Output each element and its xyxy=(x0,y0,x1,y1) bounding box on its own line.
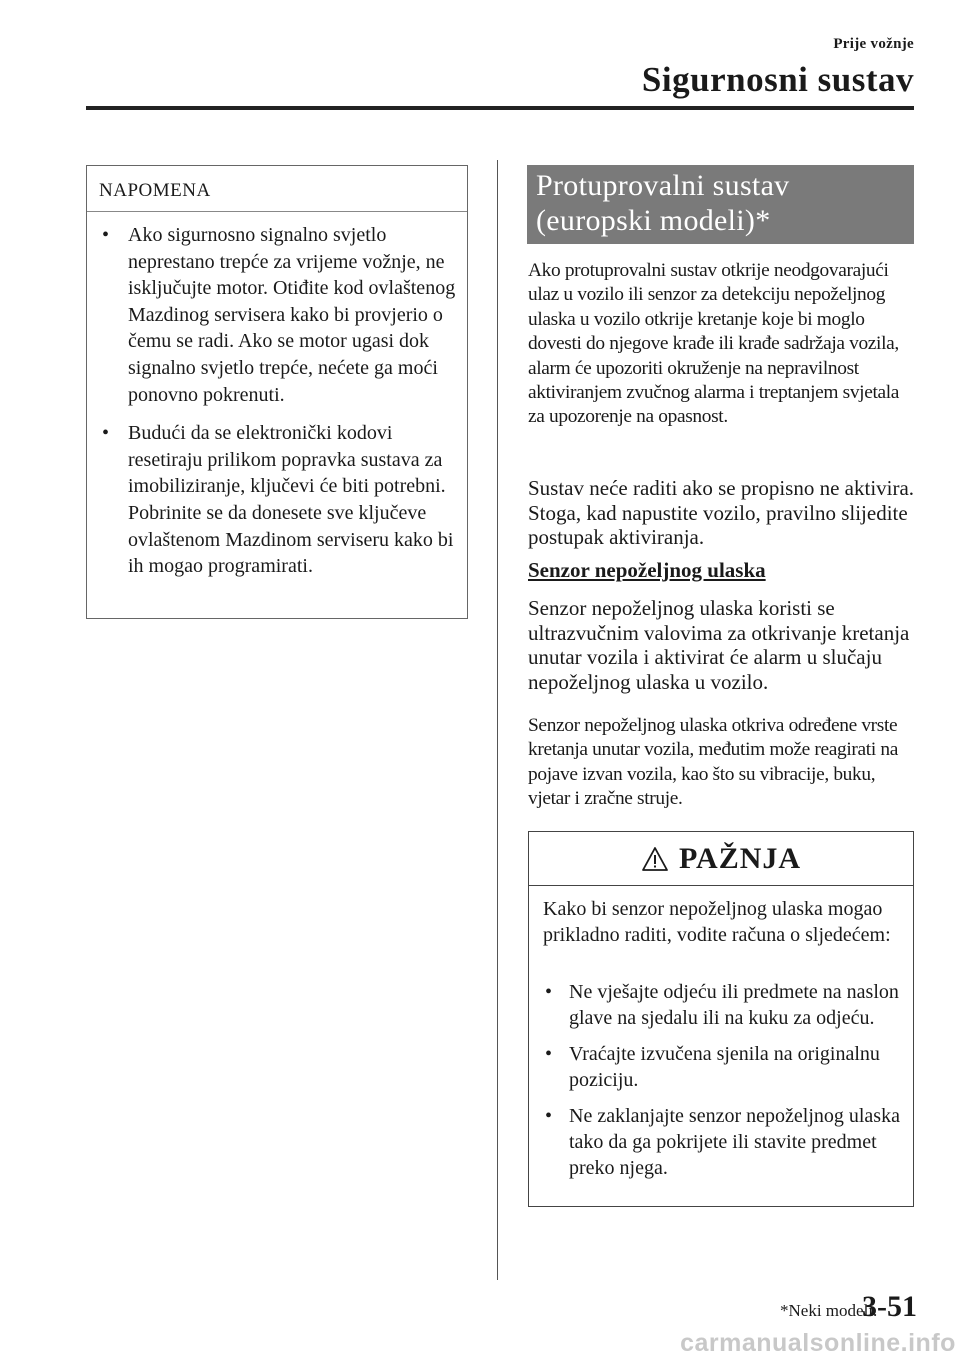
operation-paragraph: Sustav neće raditi ako se propisno ne aktivira. Stoga, kad napustite vozilo, pravilno slijedite postupak aktiviranja. xyxy=(528,476,915,549)
caution-box xyxy=(528,831,914,1207)
footer-note: *Neki modeli. xyxy=(780,1301,878,1320)
section-title-line2: (europski modeli)* xyxy=(536,204,771,237)
caution-header xyxy=(529,832,913,886)
caution-item-text: Ne zaklanjajte senzor nepoželjnog ulaska tako da ga pokrijete ili stavite predmet preko njega. xyxy=(569,1105,900,1179)
section-title-line1: Protuprovalni sustav xyxy=(536,169,790,202)
note-item xyxy=(97,420,459,580)
column-divider xyxy=(497,160,498,1280)
note-item xyxy=(97,222,459,408)
sensor-subheading: Senzor nepoželjnog ulaska xyxy=(528,558,766,582)
sensor-detection-paragraph: Senzor nepoželjnog ulaska otkriva određene vrste kretanja unutar vozila, međutim može reagirati na pojave izvan vozila, kao što su vibracije, buku, vjetar i zračne struje. xyxy=(528,715,898,810)
bullet-icon: • xyxy=(102,224,110,246)
page-number: 3-51 xyxy=(862,1290,917,1323)
caution-intro: Kako bi senzor nepoželjnog ulaska mogao prikladno raditi, vodite računa o sljedećem: xyxy=(543,898,891,946)
bullet-icon: • xyxy=(102,422,110,445)
bullet-icon: • xyxy=(545,1105,553,1127)
section-banner xyxy=(527,165,914,244)
header-section-label: Prije vožnje xyxy=(833,36,914,52)
intro-paragraph: Ako protuprovalni sustav otkrije neodgovarajući ulaz u vozilo ili senzor za detekciju nepoželjnog ulaska u vozilo otkrije kretanje koje bi moglo dovesti do njegove krađe ili krađe sadržaja vozila, alarm će upozoriti okruženje na nepravilnost aktiviranjem zvučnog alarma i treptanjem svjetala za upozorenje na opasnost. xyxy=(528,260,900,428)
sensor-description-paragraph: Senzor nepoželjnog ulaska koristi se ultrazvučnim valovima za otkrivanje kretanja unutar vozila i aktivirat će alarm u slučaju nepoželjnog ulaska u vozilo. xyxy=(528,596,910,694)
note-rule xyxy=(87,211,467,212)
note-title: NAPOMENA xyxy=(99,180,211,201)
caution-item xyxy=(543,1103,903,1181)
caution-list xyxy=(543,979,903,1191)
header-rule xyxy=(86,106,914,110)
note-item-text: Ako sigurnosno signalno svjetlo neprestano trepće za vrijeme vožnje, ne isključujte motor. Otiđite kod ovlaštenog Mazdinog servisera kako bi provjerio o čemu se radi. Ako se motor ugasi dok signalno svjetlo trepće, nećete ga moći ponovno pokrenuti. xyxy=(128,224,456,406)
caution-item-text: Ne vješajte odjeću ili predmete na naslon glave na sjedalu ili na kuku za odjeću. xyxy=(569,981,899,1029)
bullet-icon: • xyxy=(545,981,553,1003)
warning-triangle-icon xyxy=(641,846,669,872)
caution-item xyxy=(543,1041,903,1093)
caution-item xyxy=(543,979,903,1031)
caution-title: PAŽNJA xyxy=(678,841,802,875)
bullet-icon: • xyxy=(545,1043,553,1065)
note-list xyxy=(97,222,459,592)
note-item-text: Budući da se elektronički kodovi resetiraju prilikom popravka sustava za imobiliziranje, ključevi će biti potrebni. Pobrinite se da donesete sve ključeve ovlaštenom Mazdinom serviseru kako bi ih mogao programirati. xyxy=(128,422,454,578)
note-box xyxy=(86,165,468,619)
page-title: Sigurnosni sustav xyxy=(641,60,914,99)
caution-item-text: Vraćajte izvučena sjenila na originalnu poziciju. xyxy=(569,1043,880,1091)
watermark: carmanualsonline.info xyxy=(680,1329,956,1357)
